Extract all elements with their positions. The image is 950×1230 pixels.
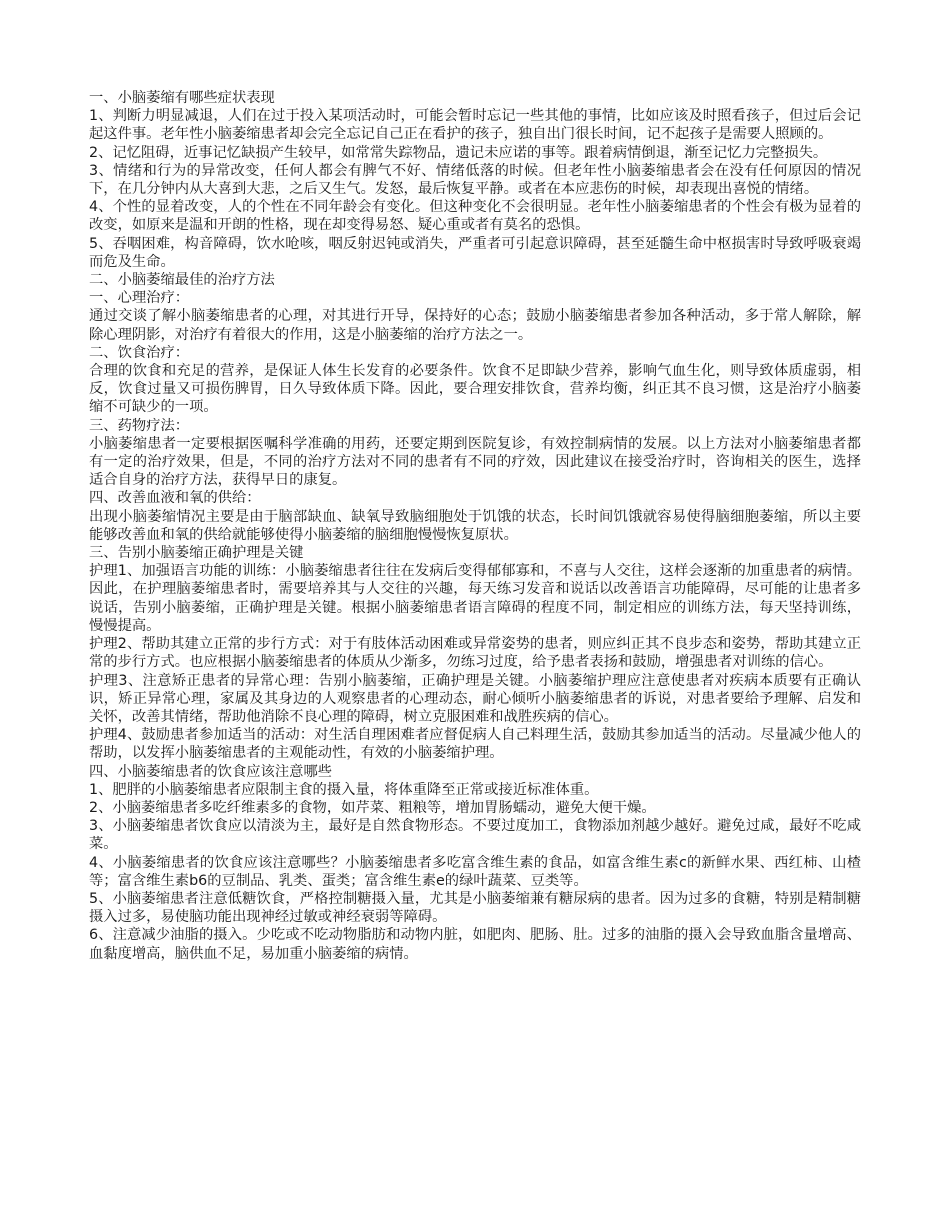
paragraph: 2、记忆阻碍，近事记忆缺损产生较早，如常常失踪物品，遗记未应诺的事等。跟着病情倒退，渐至记忆力完整损失。 — [89, 144, 828, 161]
paragraph: 护理3、注意矫正患者的异常心理：告别小脑萎缩，正确护理是关键。小脑萎缩护理应注意使患者对疾病本质要有正确认识，矫正异常心理，家属及其身边的人观察患者的心理动态，耐心倾听小脑萎缩患者的诉说，对患者要给予理解、启发和关怀，改善其情绪，帮助他消除不良心理的障碍，树立克服困难和战胜疾病的信心。 — [89, 672, 861, 725]
heading-symptoms: 一、小脑萎缩有哪些症状表现 — [89, 90, 275, 106]
paragraph: 护理1、加强语言功能的训练：小脑萎缩患者往往在发病后变得郁郁寡和，不喜与人交往，这样会逐渐的加重患者的病情。因此，在护理脑萎缩患者时，需要培养其与人交往的兴趣，每天练习发音和说话以改善语言功能障碍，尽可能的让患者多说话，告别小脑萎缩，正确护理是关键。根据小脑萎缩患者语言障碍的程度不同，制定相应的训练方法，每天坚持训练，慢慢提高。 — [89, 563, 861, 634]
subheading: 二、饮食治疗： — [89, 344, 190, 361]
paragraph: 出现小脑萎缩情况主要是由于脑部缺血、缺氧导致脑细胞处于饥饿的状态，长时间饥饿就容易使得脑细胞萎缩，所以主要能够改善血和氧的供给就能够使得小脑萎缩的脑细胞慢慢恢复原状。 — [89, 508, 861, 543]
paragraph: 合理的饮食和充足的营养，是保证人体生长发育的必要条件。饮食不足即缺少营养，影响气血生化，则导致体质虚弱，相反，饮食过量又可损伤脾胃，日久导致体质下降。因此，要合理安排饮食，营养均衡，纠正其不良习惯，这是治疗小脑萎缩不可缺少的一项。 — [89, 363, 861, 416]
paragraph: 小脑萎缩患者一定要根据医嘱科学准确的用药，还要定期到医院复诊，有效控制病情的发展。以上方法对小脑萎缩患者都有一定的治疗效果，但是，不同的治疗方法对不同的患者有不同的疗效，因此建议在接受治疗时，咨询相关的医生，选择适合自身的治疗方法，获得早日的康复。 — [89, 435, 861, 489]
paragraph: 4、个性的显着改变，人的个性在不同年龄会有变化。但这种变化不会很明显。老年性小脑萎缩患者的个性会有极为显着的改变，如原来是温和开朗的性格，现在却变得易怒、疑心重或者有莫名的恐惧。 — [89, 199, 861, 234]
paragraph: 护理4、鼓励患者参加适当的活动：对生活自理困难者应督促病人自己料理生活，鼓励其参加适当的活动。尽量减少他人的帮助，以发挥小脑萎缩患者的主观能动性，有效的小脑萎缩护理。 — [89, 727, 861, 762]
heading-diet: 四、小脑萎缩患者的饮食应该注意哪些 — [89, 763, 333, 780]
paragraph: 3、小脑萎缩患者饮食应以清淡为主，最好是自然食物形态。不要过度加工，食物添加剂越少越好。避免过咸，最好不吃咸菜。 — [89, 818, 861, 853]
paragraph: 4、小脑萎缩患者的饮食应该注意哪些？小脑萎缩患者多吃富含维生素的食品，如富含维生素c的新鲜水果、西红柿、山楂等；富含维生素b6的豆制品、乳类、蛋类；富含维生素e的绿叶蔬菜、豆类等。 — [89, 854, 861, 889]
subheading: 四、改善血液和氧的供给： — [89, 490, 261, 507]
document-body — [89, 89, 861, 963]
paragraph: 1、判断力明显减退，人们在过于投入某项活动时，可能会暂时忘记一些其他的事情，比如应该及时照看孩子，但过后会记起这件事。老年性小脑萎缩患者却会完全忘记自己正在看护的孩子，独自出门很长时间，记不起孩子是需要人照顾的。 — [89, 108, 861, 143]
paragraph: 6、注意减少油脂的摄入。少吃或不吃动物脂肪和动物内脏，如肥肉、肥肠、肚。过多的油脂的摄入会导致血脂含量增高、血黏度增高，脑供血不足，易加重小脑萎缩的病情。 — [89, 927, 861, 962]
paragraph: 3、情绪和行为的异常改变，任何人都会有脾气不好、情绪低落的时候。但老年性小脑萎缩患者会在没有任何原因的情况下，在几分钟内从大喜到大悲，之后又生气。发怒，最后恢复平静。或者在本应悲伤的时候，却表现出喜悦的情绪。 — [89, 162, 861, 198]
paragraph: 1、肥胖的小脑萎缩患者应限制主食的摄入量，将体重降至正常或接近标准体重。 — [89, 781, 599, 798]
subheading: 一、心理治疗： — [89, 290, 190, 307]
paragraph: 2、小脑萎缩患者多吃纤维素多的食物，如芹菜、粗粮等，增加胃肠蠕动，避免大便干燥。 — [89, 799, 656, 816]
heading-treatment: 二、小脑萎缩最佳的治疗方法 — [89, 272, 275, 289]
heading-nursing: 三、告别小脑萎缩正确护理是关键 — [89, 545, 304, 562]
paragraph: 通过交谈了解小脑萎缩患者的心理，对其进行开导，保持好的心态；鼓励小脑萎缩患者参加各种活动，多于常人解除，解除心理阴影，对治疗有着很大的作用，这是小脑萎缩的治疗方法之一。 — [89, 308, 861, 343]
paragraph: 护理2、帮助其建立正常的步行方式：对于有肢体活动困难或异常姿势的患者，则应纠正其不良步态和姿势，帮助其建立正常的步行方式。也应根据小脑萎缩患者的体质从少渐多，勿练习过度，给予患者表扬和鼓励，增强患者对训练的信心。 — [89, 636, 861, 671]
paragraph: 5、吞咽困难，构音障碍，饮水呛咳，咽反射迟钝或消失，严重者可引起意识障碍，甚至延髓生命中枢损害时导致呼吸衰竭而危及生命。 — [89, 235, 861, 270]
subheading: 三、药物疗法： — [89, 417, 190, 434]
paragraph: 5、小脑萎缩患者注意低糖饮食，严格控制糖摄入量，尤其是小脑萎缩兼有糖尿病的患者。因为过多的食糖，特别是精制糖摄入过多，易使脑功能出现神经过敏或神经衰弱等障碍。 — [89, 890, 861, 926]
